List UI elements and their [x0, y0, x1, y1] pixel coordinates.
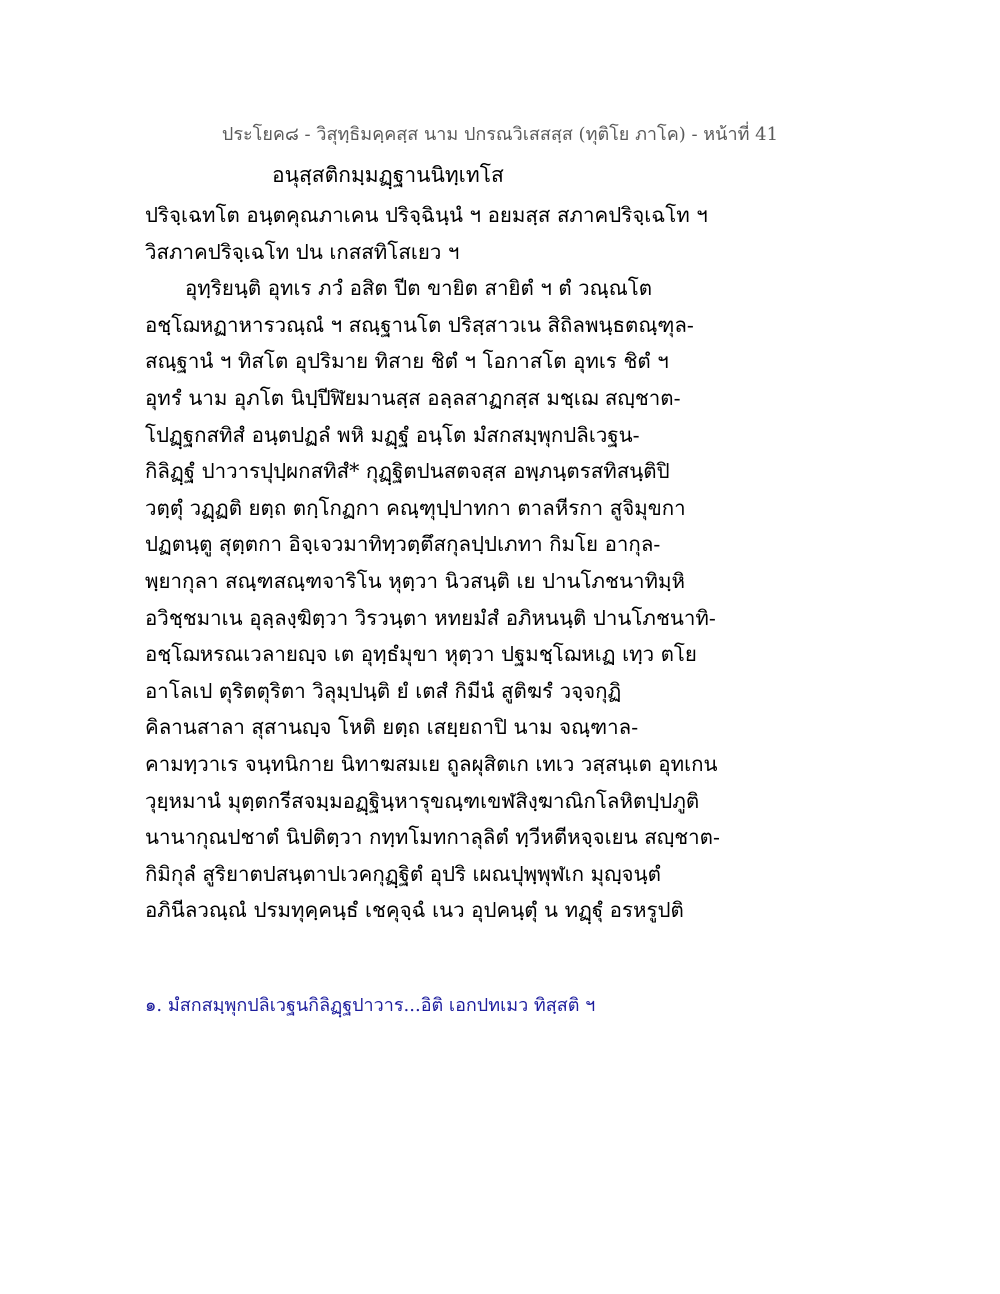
- text-line: คิลานสาลา สุสานญฺจ โหติ ยตฺถ เสยฺยถาปิ นาม จณฺฑาล-: [145, 715, 639, 740]
- text-line: ปฏตนฺตู สุตฺตกา อิจฺเจวมาทิทฺวตฺตึสกุลปฺปเภทา กิมโย อากุล-: [145, 532, 661, 557]
- text-line: อชฺโฌหรณเวลายญฺจ เต อุทฺธํมุขา หุตฺวา ปฐมชฺโฌหเฏ เทฺว ตโย: [145, 642, 697, 667]
- text-line: คามทฺวาเร จนฺทนิกาย นิทาฆสมเย ถูลผุสิตเก เทเว วสฺสนฺเต อุทเกน: [145, 751, 718, 776]
- text-line: นานากุณปชาตํ นิปติตฺวา กทฺทโมทกาลุลิตํ ทฺวีหตีหจฺจเยน สญฺชาต-: [145, 825, 720, 850]
- text-line: สณฺฐานํ ฯ ทิสโต อุปริมาย ทิสาย ชิตํ ฯ โอกาสโต อุทเร ชิตํ ฯ: [145, 349, 669, 374]
- text-line: วิสภาคปริจฺเฉโท ปน เกสสทิโสเยว ฯ: [145, 239, 460, 264]
- text-line: อภินีลวณฺณํ ปรมทุคฺคนฺธํ เชคุจฺฉํ เนว อุปคนฺตุํ น ทฏฺฐุํ อรหรูปติ: [145, 898, 684, 923]
- text-line: วุยฺหมานํ มุตฺตกรีสจมฺมอฏฺฐินฺหารุขณฺฑเขฬสิงฺฆาณิกโลหิตปฺปภูติ: [145, 788, 700, 813]
- text-line: กิมิกุลํ สูริยาตปสนฺตาปเวคกุฏฺฐิตํ อุปริ เผณปุพฺพุฬเก มุญฺจนฺตํ: [145, 861, 661, 886]
- text-line: วตฺตุํ วฏฺฏติ ยตฺถ ตกฺโกฏกา คณฺฑุปฺปาทกา ตาลหีรกา สูจิมุขกา: [145, 495, 686, 520]
- text-line: โปฏฺฐกสทิสํ อนฺตปฏลํ พหิ มฏฺฐํ อนฺโต มํสกสมฺพุกปลิเวฐน-: [145, 422, 640, 447]
- body-text: [145, 197, 865, 929]
- section-title: อนุสฺสติกมฺมฏฺฐานนิทฺเทโส: [272, 163, 504, 187]
- page-header: ประโยค๘ - วิสุทฺธิมคฺคสฺส นาม ปกรณวิเสสสฺส (ทุติโย ภาโค) - หน้าที่ 41: [221, 124, 779, 145]
- text-line: กิลิฏฺฐํ ปาวารปุปฺผกสทิสํ* กุฏฺฐิตปนสตจสฺส อพฺภนฺตรสทิสนฺติปิ: [145, 459, 670, 484]
- text-line: พฺยากุลา สณฺฑสณฺฑจาริโน หุตฺวา นิวสนฺติ เย ปานโภชนาทิมฺหิ: [145, 568, 686, 593]
- footnote: ๑. มํสกสมฺพุกปลิเวฐนกิลิฏฺฐปาวาร...อิติ เอกปทเมว ทิสฺสติ ฯ: [145, 995, 596, 1016]
- text-line: อวิชฺชมาเน อุลฺลงฺฆิตฺวา วิรวนฺตา หทยมํสํ อภิหนนฺติ ปานโภชนาทิ-: [145, 605, 716, 630]
- text-line: อชฺโฌหฏาหารวณฺณํ ฯ สณฺฐานโต ปริสฺสาวเน สิถิลพนฺธตณฺฑุล-: [145, 312, 694, 337]
- text-line: ปริจฺเฉทโต อนฺตคุณภาเคน ปริจฺฉินฺนํ ฯ อยมสฺส สภาคปริจฺเฉโท ฯ: [145, 203, 708, 227]
- text-line: อาโลเป ตุริตตุริตา วิลุมฺปนฺติ ยํ เตสํ กิมีนํ สูติฆรํ วจฺจกุฏิ: [145, 678, 622, 703]
- paragraph-first-line: อุทฺริยนฺติ อุทเร ภวํ อสิต ปีต ขายิต สายิตํ ฯ ตํ วณฺณโต: [185, 276, 653, 301]
- text-line: อุทรํ นาม อุภโต นิปฺปีฬิยมานสฺส อลฺลสาฏกสฺส มชฺเฌ สญฺชาต-: [145, 385, 681, 410]
